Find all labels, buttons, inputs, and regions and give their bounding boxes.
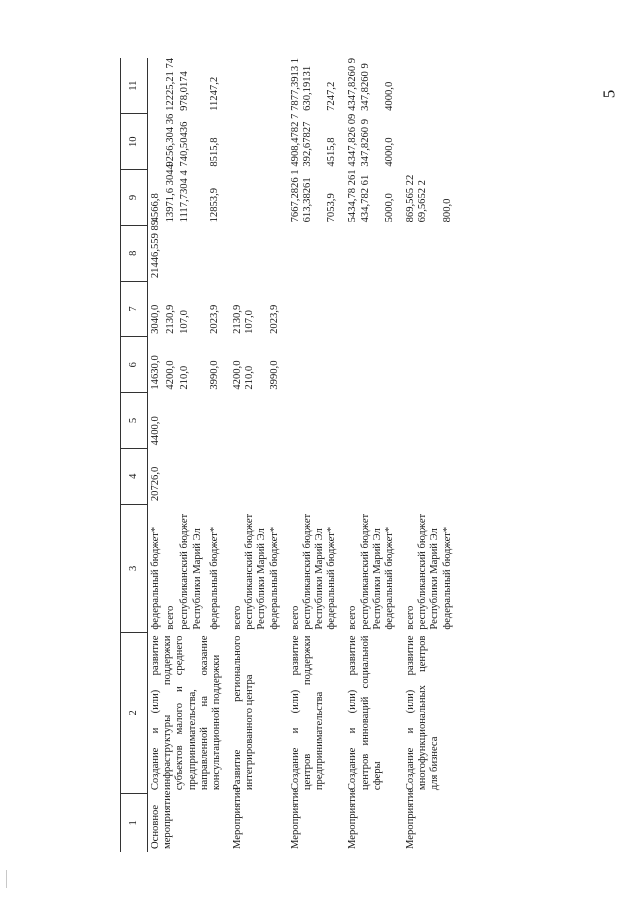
value-cell: 4000,0 <box>383 81 395 111</box>
funding-source: республиканский бюджет Республики Марий Эл <box>179 513 203 630</box>
value-cell: 9256,304 36 <box>164 113 176 167</box>
value-cell <box>148 114 165 170</box>
value-cell <box>442 393 454 449</box>
value-cell <box>148 58 165 114</box>
value-cell <box>165 448 180 504</box>
value-cell <box>302 337 326 393</box>
funding-source: федеральный бюджет* <box>268 526 280 630</box>
measure-name: Развитие регионального интегрированного центра <box>232 635 256 791</box>
value-cell <box>360 393 384 449</box>
rotated-table-area <box>120 58 530 852</box>
value-cell: 4200,0 <box>164 360 176 390</box>
value-cell <box>396 337 417 393</box>
value-cell <box>223 170 244 226</box>
value-cell: 434,782 61 <box>359 174 371 223</box>
value-cell <box>326 281 338 337</box>
value-cell <box>179 393 208 449</box>
value-cell <box>179 225 208 281</box>
funding-source: федеральный бюджет* <box>208 526 220 630</box>
measure-name: Создание и (или) развитие центров поддержки предпринимательства <box>289 635 326 791</box>
value-cell: 210,0 <box>244 365 256 390</box>
value-cell <box>417 393 441 449</box>
value-cell: 5434,78 261 <box>347 169 359 223</box>
value-cell <box>396 114 417 170</box>
value-cell: 5000,0 <box>383 193 395 223</box>
value-cell <box>179 448 208 504</box>
value-cell <box>209 393 224 449</box>
value-cell <box>396 393 417 449</box>
value-cell <box>360 281 384 337</box>
funding-source: всего <box>232 605 244 630</box>
funding-source: федеральный бюджет* <box>326 526 338 630</box>
value-cell: 7877,3913 1 <box>289 57 301 111</box>
value-cell <box>209 225 224 281</box>
value-cell <box>442 58 454 114</box>
value-cell <box>338 225 359 281</box>
value-cell <box>384 281 396 337</box>
value-cell <box>417 114 441 170</box>
value-cell <box>269 170 281 226</box>
value-cell: 740,50436 <box>179 121 191 167</box>
value-cell: 800,0 <box>441 198 453 223</box>
value-cell <box>396 448 417 504</box>
value-cell: 630,19131 <box>301 65 313 111</box>
value-cell <box>396 225 417 281</box>
value-cell <box>269 393 281 449</box>
value-cell: 7247,2 <box>326 81 338 111</box>
value-cell <box>417 58 441 114</box>
measure-type: Мероприятие <box>405 787 417 849</box>
value-cell <box>269 448 281 504</box>
value-cell <box>244 225 268 281</box>
value-cell <box>338 281 359 337</box>
column-header: 4 <box>121 448 148 504</box>
value-cell: 4400,0 <box>150 416 161 446</box>
value-cell <box>326 337 338 393</box>
column-header: 6 <box>121 337 148 393</box>
table-header-row <box>121 58 148 852</box>
funding-source: республиканский бюджет Республики Марий Эл <box>244 513 268 630</box>
value-cell <box>302 281 326 337</box>
measure-type: Основное мероприятие <box>150 790 174 849</box>
measure-name: Создание и (или) развитие инфраструктуры поддержки субъектов малого и среднего предпринимательства, направленной на оказание консультационной поддержки <box>150 635 222 791</box>
value-cell <box>302 448 326 504</box>
value-cell <box>417 225 441 281</box>
value-cell <box>338 448 359 504</box>
scan-edge-mark <box>6 870 7 888</box>
column-header: 10 <box>121 114 148 170</box>
column-header: 1 <box>121 793 148 852</box>
table-row <box>148 58 165 852</box>
value-cell: 2130,9 <box>164 304 176 334</box>
value-cell <box>417 337 441 393</box>
value-cell: 2023,9 <box>268 304 280 334</box>
value-cell: 7667,2826 1 <box>289 169 301 223</box>
column-header: 7 <box>121 281 148 337</box>
value-cell <box>281 337 302 393</box>
value-cell: 7053,9 <box>326 193 338 223</box>
value-cell: 3990,0 <box>208 360 220 390</box>
value-cell <box>223 393 244 449</box>
value-cell <box>417 281 441 337</box>
value-cell: 392,67827 <box>301 121 313 167</box>
column-header: 9 <box>121 170 148 226</box>
value-cell: 8515,8 <box>208 137 220 167</box>
value-cell: 20726,0 <box>150 466 161 502</box>
value-cell <box>223 225 244 281</box>
page-number: 5 <box>599 89 619 99</box>
measure-type: Мероприятие <box>289 787 301 849</box>
column-header: 11 <box>121 58 148 114</box>
value-cell <box>281 281 302 337</box>
value-cell <box>269 225 281 281</box>
column-header: 3 <box>121 504 148 632</box>
value-cell: 978,0174 <box>179 71 191 111</box>
measure-type: Мероприятие <box>347 787 359 849</box>
value-cell: 2130,9 <box>232 304 244 334</box>
value-cell <box>223 448 244 504</box>
value-cell: 4347,826 09 <box>347 113 359 167</box>
funding-source: федеральный бюджет* <box>383 526 395 630</box>
value-cell: 4200,0 <box>232 360 244 390</box>
funding-source: республиканский бюджет Республики Марий Эл <box>417 513 441 630</box>
value-cell: 4347,8260 9 <box>347 57 359 111</box>
value-cell <box>244 58 268 114</box>
value-cell: 347,8260 9 <box>359 63 371 111</box>
value-cell <box>384 393 396 449</box>
value-cell: 3990,0 <box>268 360 280 390</box>
value-cell <box>281 448 302 504</box>
value-cell <box>396 58 417 114</box>
value-cell <box>360 448 384 504</box>
value-cell: 2023,9 <box>208 304 220 334</box>
value-cell <box>360 337 384 393</box>
table-row <box>396 58 417 852</box>
measure-type: Мероприятие <box>232 787 244 849</box>
value-cell: 4515,8 <box>326 137 338 167</box>
value-cell: 13971,6 3044 <box>164 164 176 223</box>
table-row <box>281 58 302 852</box>
value-cell <box>302 393 326 449</box>
budget-table <box>120 58 454 852</box>
funding-source: всего <box>405 605 417 630</box>
funding-source: всего <box>347 605 359 630</box>
value-cell: 107,0 <box>244 310 256 334</box>
value-cell <box>244 170 268 226</box>
value-cell <box>326 225 338 281</box>
value-cell: 11247,2 <box>208 76 220 111</box>
funding-source: федеральный бюджет* <box>150 526 161 630</box>
value-cell: 4908,4782 7 <box>289 113 301 167</box>
funding-source: всего <box>164 605 176 630</box>
value-cell <box>165 393 180 449</box>
table-row <box>338 58 359 852</box>
measure-name: Создание и (или) развитие центров инноваций социальной сферы <box>347 635 383 791</box>
value-cell <box>223 114 244 170</box>
value-cell <box>244 393 268 449</box>
funding-source: республиканский бюджет Республики Марий Эл <box>301 513 326 630</box>
value-cell: 107,0 <box>179 310 191 334</box>
value-cell <box>384 225 396 281</box>
value-cell: 3040,0 <box>150 304 161 334</box>
column-header: 2 <box>121 633 148 794</box>
value-cell: 14630,0 <box>150 355 161 390</box>
value-cell: 347,8260 9 <box>359 118 371 167</box>
funding-source: республиканский бюджет Республики Марий Эл <box>359 513 383 630</box>
value-cell <box>360 225 384 281</box>
value-cell <box>384 448 396 504</box>
table-row <box>223 58 244 852</box>
value-cell: 21446,559 89 <box>150 219 161 279</box>
value-cell: 4566,8 <box>150 193 161 223</box>
value-cell <box>442 448 454 504</box>
value-cell <box>281 393 302 449</box>
value-cell <box>165 225 180 281</box>
value-cell <box>326 393 338 449</box>
value-cell <box>384 337 396 393</box>
column-header: 8 <box>121 225 148 281</box>
value-cell <box>338 337 359 393</box>
value-cell: 1117,7304 4 <box>179 170 191 223</box>
value-cell <box>269 114 281 170</box>
value-cell <box>326 448 338 504</box>
value-cell: 869,565 22 <box>405 174 417 223</box>
table-body <box>148 58 454 852</box>
value-cell <box>244 114 268 170</box>
funding-source: всего <box>289 605 301 630</box>
value-cell <box>442 281 454 337</box>
value-cell: 613,38261 <box>301 177 313 223</box>
value-cell: 210,0 <box>179 365 191 390</box>
value-cell <box>442 114 454 170</box>
value-cell: 4000,0 <box>383 137 395 167</box>
funding-source: федеральный бюджет* <box>441 526 453 630</box>
measure-name: Создание и (или) развитие многофункциональных центров для бизнеса <box>405 635 441 791</box>
value-cell: 69,5652 2 <box>417 180 429 223</box>
value-cell <box>442 337 454 393</box>
value-cell <box>442 225 454 281</box>
value-cell <box>269 58 281 114</box>
value-cell: 12853,9 <box>208 187 220 223</box>
column-header: 5 <box>121 393 148 449</box>
value-cell <box>417 448 441 504</box>
value-cell <box>396 281 417 337</box>
value-cell: 12225,21 74 <box>164 57 176 111</box>
value-cell <box>223 58 244 114</box>
value-cell <box>244 448 268 504</box>
value-cell <box>281 225 302 281</box>
value-cell <box>209 448 224 504</box>
value-cell <box>338 393 359 449</box>
value-cell <box>302 225 326 281</box>
